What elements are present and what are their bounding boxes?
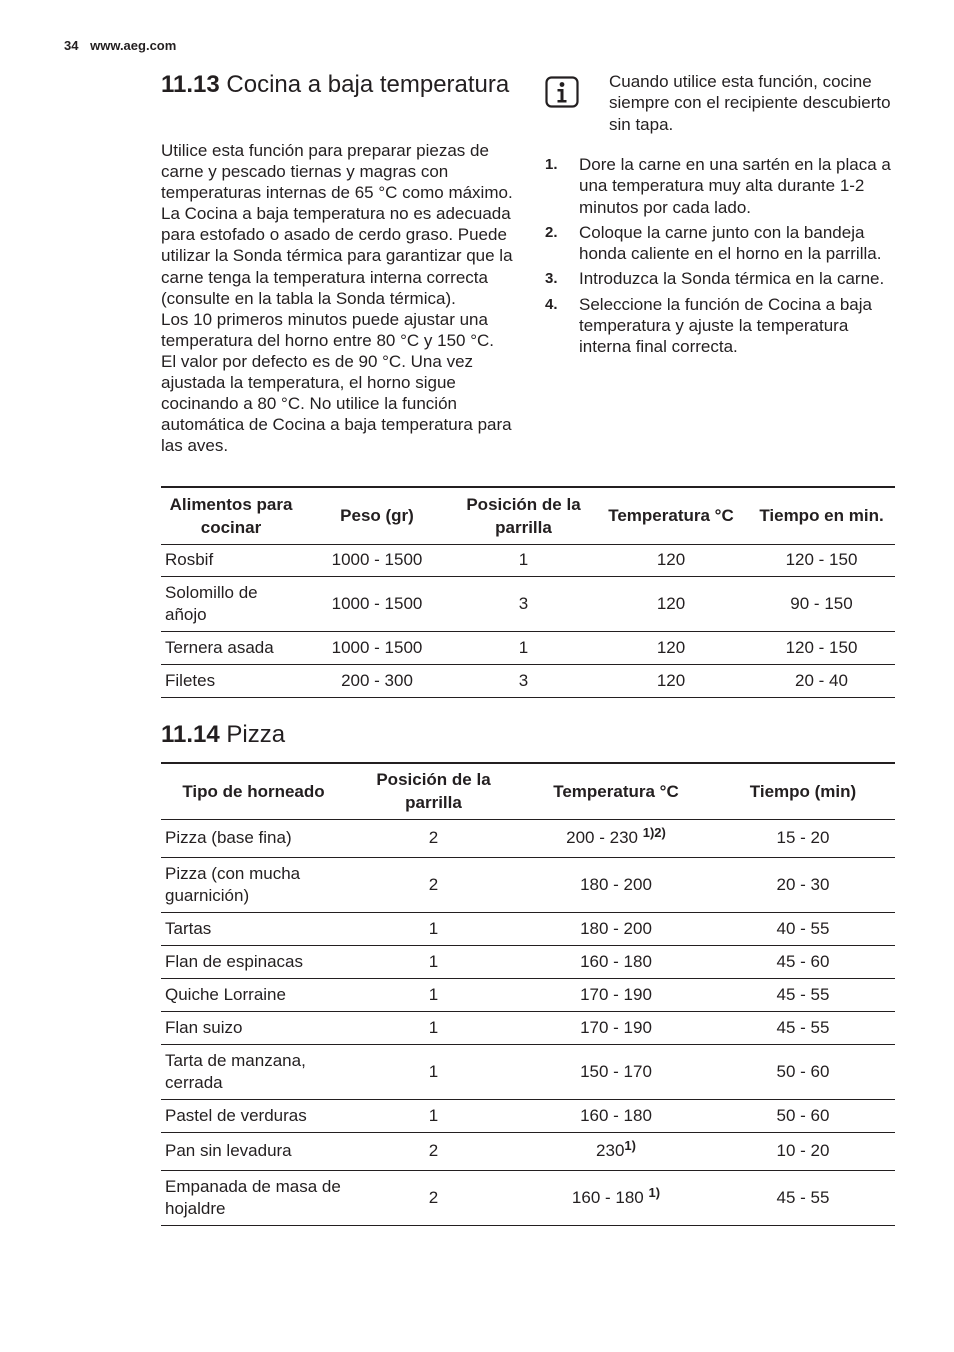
table-cell: 45 - 55 [776, 984, 830, 1004]
table-row [161, 1044, 895, 1099]
table-cell: Rosbif [165, 550, 214, 569]
column-header: Peso (gr) [340, 506, 414, 526]
table-cell: 1 [518, 637, 529, 657]
table-cell: 180 - 200 [580, 874, 652, 894]
column-header: Tipo de horneado [182, 781, 325, 801]
table-cell: Empanada de masa de hojaldre [165, 1176, 341, 1218]
step-text: Seleccione la función de Cocina a baja temperatura y ajuste la temperatura interna final correcta. [579, 294, 872, 357]
table-header-row [161, 487, 895, 544]
table-cell: 10 - 20 [776, 1141, 830, 1160]
table-cell: 2 [428, 1187, 439, 1207]
table-row [161, 1132, 895, 1170]
section-title-pizza [161, 721, 285, 748]
section-title-text: Cocina a baja temperatura [226, 71, 510, 98]
table-cell: 45 - 60 [776, 951, 830, 971]
table-cell: Pizza (base fina) [165, 828, 292, 847]
table-cell: 45 - 55 [776, 1017, 830, 1037]
column-header: Temperatura °C [608, 506, 734, 526]
table-cell: 170 - 190 [580, 984, 652, 1004]
page-header [64, 38, 176, 53]
pizza-table [161, 762, 895, 1226]
table-cell: 1 [428, 1061, 439, 1081]
table-cell: 1 [518, 550, 529, 569]
table-cell: 2 [428, 874, 439, 894]
table-row [161, 819, 895, 857]
website-link[interactable]: www.aeg.com [90, 38, 177, 53]
section-number: 11.14 [161, 721, 220, 748]
table-cell: Filetes [165, 670, 216, 690]
section-body [161, 140, 513, 456]
table-cell: Ternera asada [165, 637, 274, 657]
column-header: Tiempo en min. [759, 506, 884, 526]
table-cell: 15 - 20 [776, 828, 830, 847]
list-item [545, 268, 895, 289]
table-cell: 180 - 200 [580, 918, 652, 938]
table-cell: 1000 - 1500 [331, 637, 423, 657]
step-text: Introduzca la Sonda térmica en la carne. [579, 269, 885, 289]
page-number: 34 [64, 38, 79, 53]
table-cell: 170 - 190 [580, 1017, 652, 1037]
table-row [161, 945, 895, 978]
table-row [161, 1099, 895, 1132]
table-cell: 1 [428, 918, 439, 938]
step-text: Coloque la carne junto con la bandeja honda caliente en el horno en la parrilla. [579, 222, 882, 264]
section-title-low-temp [161, 71, 511, 98]
table-cell: 2 [428, 1141, 439, 1160]
step-number: 1. [545, 156, 558, 173]
list-item [545, 222, 895, 265]
table-row [161, 544, 895, 576]
list-item [545, 294, 895, 358]
table-cell: 40 - 55 [776, 918, 830, 938]
table-cell: 2 [428, 828, 439, 847]
table-row [161, 857, 895, 912]
table-cell: 120 [656, 637, 686, 657]
body-paragraph-2: Los 10 primeros minutos puede ajustar una temperatura del horno entre 80 °C y 150 °C. El valor por defecto es de 90 °C. Una vez ajustada la temperatura, el horno sigue cocinando a 80 °C. No utilice la función automática de Cocina a baja temperatura para las aves. [161, 309, 512, 456]
table-cell: Quiche Lorraine [165, 984, 286, 1004]
step-number: 3. [545, 270, 558, 288]
column-header: Posición de la parrilla [376, 770, 491, 813]
step-number: 4. [545, 295, 558, 313]
table-cell: 1000 - 1500 [331, 550, 423, 569]
section-title-text: Pizza [226, 721, 286, 748]
table-cell: 1 [428, 984, 439, 1004]
table-cell: 1 [428, 1105, 439, 1125]
table-cell: Pizza (con mucha guarnición) [165, 863, 301, 905]
table-row [161, 1170, 895, 1225]
table-cell: 230$^{1)}$ [596, 1138, 636, 1160]
table-cell: 1 [428, 1017, 439, 1037]
table-row [161, 631, 895, 664]
table-cell: 120 - 150 [785, 637, 858, 657]
table-cell: 3 [518, 670, 529, 690]
table-cell: Tartas [165, 918, 212, 938]
column-header: Alimentos para cocinar [169, 494, 293, 537]
table-cell: 200 - 300 [341, 670, 413, 690]
table-cell: 120 [656, 550, 686, 569]
info-note: Cuando utilice esta función, cocine siempre con el recipiente descubierto sin tapa. [609, 72, 891, 134]
table-cell: 50 - 60 [776, 1061, 830, 1081]
footnote-marker: 1) [624, 1138, 636, 1153]
table-cell: 90 - 150 [790, 593, 853, 613]
table-cell: 1000 - 1500 [331, 593, 423, 613]
table-cell: 20 - 30 [776, 874, 830, 894]
table-cell: 120 - 150 [785, 550, 858, 569]
low-temp-table [161, 486, 895, 698]
list-item [545, 154, 895, 218]
table-row [161, 912, 895, 945]
column-header: Temperatura °C [553, 781, 679, 801]
table-cell: 160 - 180 [580, 951, 652, 971]
column-header: Tiempo (min) [749, 781, 857, 801]
section-number: 11.13 [161, 71, 220, 98]
table-row [161, 664, 895, 697]
table-row [161, 978, 895, 1011]
table-cell: 160 - 180 $^{1)}$ [571, 1184, 661, 1207]
steps-list [545, 154, 895, 362]
table-cell: Solomillo de añojo [165, 582, 258, 624]
table-cell: 160 - 180 [580, 1105, 652, 1125]
table-header-row [161, 763, 895, 819]
table-cell: 1 [428, 951, 439, 971]
table-cell: 150 - 170 [580, 1061, 652, 1081]
table-cell: 50 - 60 [776, 1105, 830, 1125]
footnote-marker: 1) [648, 1184, 661, 1200]
table-cell: Tarta de manzana, cerrada [165, 1050, 306, 1092]
body-paragraph-1: Utilice esta función para preparar piezas de carne y pescado tiernas y magras con temperaturas internas de 65 °C como máximo. La Cocina a baja temperatura no es adecuada para estofado o asado de cerdo graso. Puede utilizar la Sonda térmica para garantizar que la carne tenga la temperatura interna correcta (consulte en la tabla la Sonda térmica). [161, 141, 513, 308]
step-number: 2. [545, 223, 558, 241]
table-cell: 200 - 230 $^{1)2)}$ [566, 825, 666, 847]
table-cell: 120 [656, 593, 686, 613]
table-cell: Pan sin levadura [165, 1141, 292, 1160]
table-row [161, 1011, 895, 1044]
table-cell: 120 [656, 670, 686, 690]
table-cell: Flan de espinacas [165, 951, 303, 971]
footnote-marker: 1)2) [642, 825, 666, 840]
table-cell: Flan suizo [165, 1017, 243, 1037]
info-icon [545, 76, 579, 108]
table-row [161, 576, 895, 631]
table-cell: 45 - 55 [776, 1187, 830, 1207]
table-cell: Pastel de verduras [165, 1105, 307, 1125]
table-cell: 20 - 40 [795, 670, 848, 690]
column-header: Posición de la parrilla [466, 494, 581, 537]
step-text: Dore la carne en una sartén en la placa a una temperatura muy alta durante 1-2 minutos por cada lado. [579, 155, 891, 217]
table-cell: 3 [518, 593, 529, 613]
